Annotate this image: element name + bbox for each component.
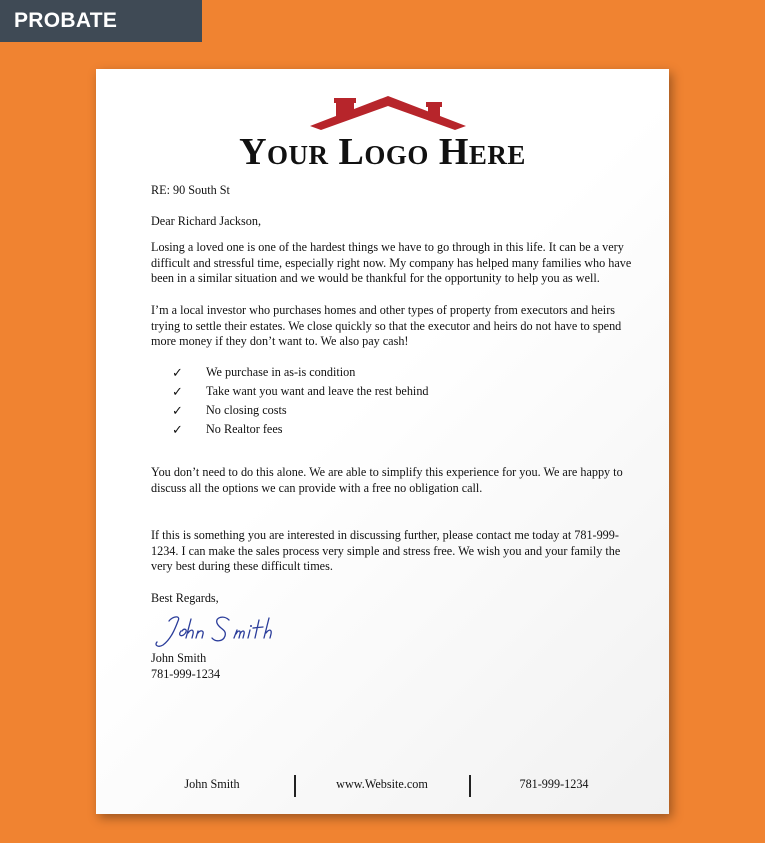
paragraph: You don’t need to do this alone. We are able to simplify this experience for you. We are happy to discuss all the options we can provide with a free no obligation call. [151, 465, 623, 495]
list-item-label: Take want you want and leave the rest behind [206, 384, 429, 398]
paragraph: Losing a loved one is one of the hardest things we have to go through in this life. It can be a very difficult and stressful time, especially right now. My company has helped many families who have been in a similar situation and we would be thankful for the opportunity to help you as well. [151, 240, 632, 286]
letter-page [96, 69, 669, 814]
signer-name: John Smith [151, 651, 207, 665]
list-item [172, 401, 429, 420]
list-item-label: No closing costs [206, 403, 287, 417]
check-icon: ✓ [172, 403, 183, 418]
subject-line: RE: 90 South St [151, 183, 230, 197]
footer-divider [469, 775, 471, 797]
paragraph: If this is something you are interested in discussing further, please contact me today at 781-999-1234. I can make the sales process very simple and stress free. We wish you and your family the very best during these difficult times. [151, 528, 621, 574]
list-item [172, 363, 429, 382]
footer-phone: 781-999-1234 [519, 777, 589, 791]
signer-phone: 781-999-1234 [151, 667, 221, 681]
check-icon: ✓ [172, 365, 183, 380]
list-item [172, 382, 429, 401]
list-item-label: No Realtor fees [206, 422, 283, 436]
benefits-list [172, 363, 429, 439]
list-item [172, 420, 429, 439]
house-roof-icon [310, 95, 466, 135]
category-tag: PROBATE [0, 0, 202, 42]
handwritten-signature [151, 609, 281, 649]
footer-website: www.Website.com [336, 777, 428, 791]
footer-name: John Smith [184, 777, 240, 791]
closing: Best Regards, [151, 591, 219, 605]
greeting: Dear Richard Jackson, [151, 214, 261, 228]
footer-divider [294, 775, 296, 797]
logo-text: Your Logo Here [239, 131, 526, 173]
letter-footer [96, 775, 669, 799]
paragraph: I’m a local investor who purchases homes and other types of property from executors and heirs trying to settle their estates. We close quickly so that the executor and heirs do not have to spend more money if they don’t want to. We also pay cash! [151, 303, 622, 349]
check-icon: ✓ [172, 422, 183, 437]
check-icon: ✓ [172, 384, 183, 399]
list-item-label: We purchase in as-is condition [206, 365, 356, 379]
